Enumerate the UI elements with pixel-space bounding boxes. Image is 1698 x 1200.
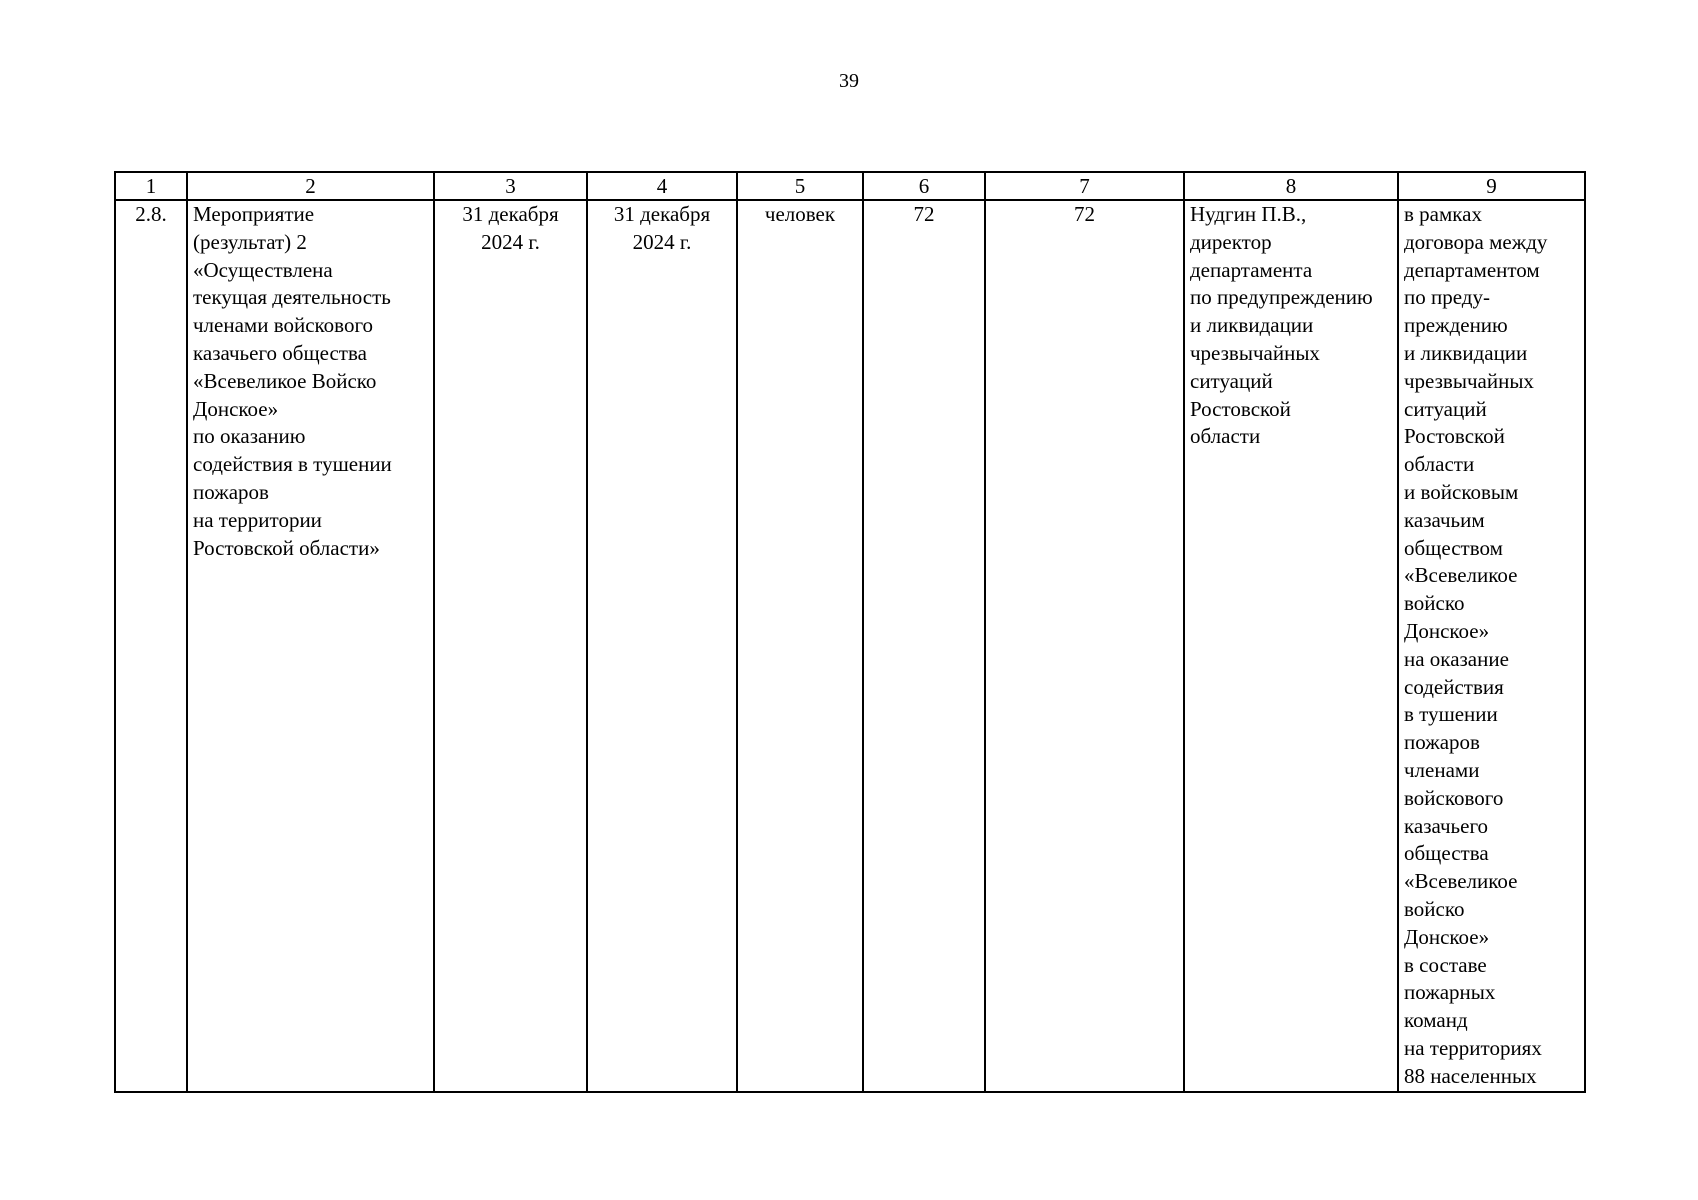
start-date: 31 декабря 2024 г. xyxy=(434,200,587,1092)
column-header: 3 xyxy=(434,172,587,200)
activity-name: Мероприятие (результат) 2 «Осуществлена текущая деятельность членами войскового казачьего общества «Всевеликое Войско Донское» по оказанию содействия в тушении пожаров на территории Ростовской области» xyxy=(187,200,434,1092)
value-7: 72 xyxy=(985,200,1184,1092)
responsible: Нудгин П.В., директор департамента по предупреждению и ликвидации чрезвычайных ситуаций Ростовской области xyxy=(1184,200,1398,1092)
column-header: 1 xyxy=(115,172,187,200)
column-header: 9 xyxy=(1398,172,1585,200)
row-number: 2.8. xyxy=(115,200,187,1092)
column-header: 6 xyxy=(863,172,985,200)
page-number: 39 xyxy=(839,70,859,92)
unit: человек xyxy=(737,200,863,1092)
plan-table xyxy=(114,171,1586,1093)
column-header: 2 xyxy=(187,172,434,200)
value-6: 72 xyxy=(863,200,985,1092)
column-header: 5 xyxy=(737,172,863,200)
note: в рамках договора между департаментом по преду- преждению и ликвидации чрезвычайных ситуаций Ростовской области и войсковым казачьим обществом «Всевеликое войско Донское» на оказание содействия в тушении пожаров членами войскового казачьего общества «Всевеликое войско Донское» в составе пожарных команд на территориях 88 населенных xyxy=(1398,200,1585,1092)
column-header: 7 xyxy=(985,172,1184,200)
table-header-row xyxy=(115,172,1585,200)
column-header: 4 xyxy=(587,172,737,200)
end-date: 31 декабря 2024 г. xyxy=(587,200,737,1092)
table-row xyxy=(115,200,1585,1092)
column-header: 8 xyxy=(1184,172,1398,200)
